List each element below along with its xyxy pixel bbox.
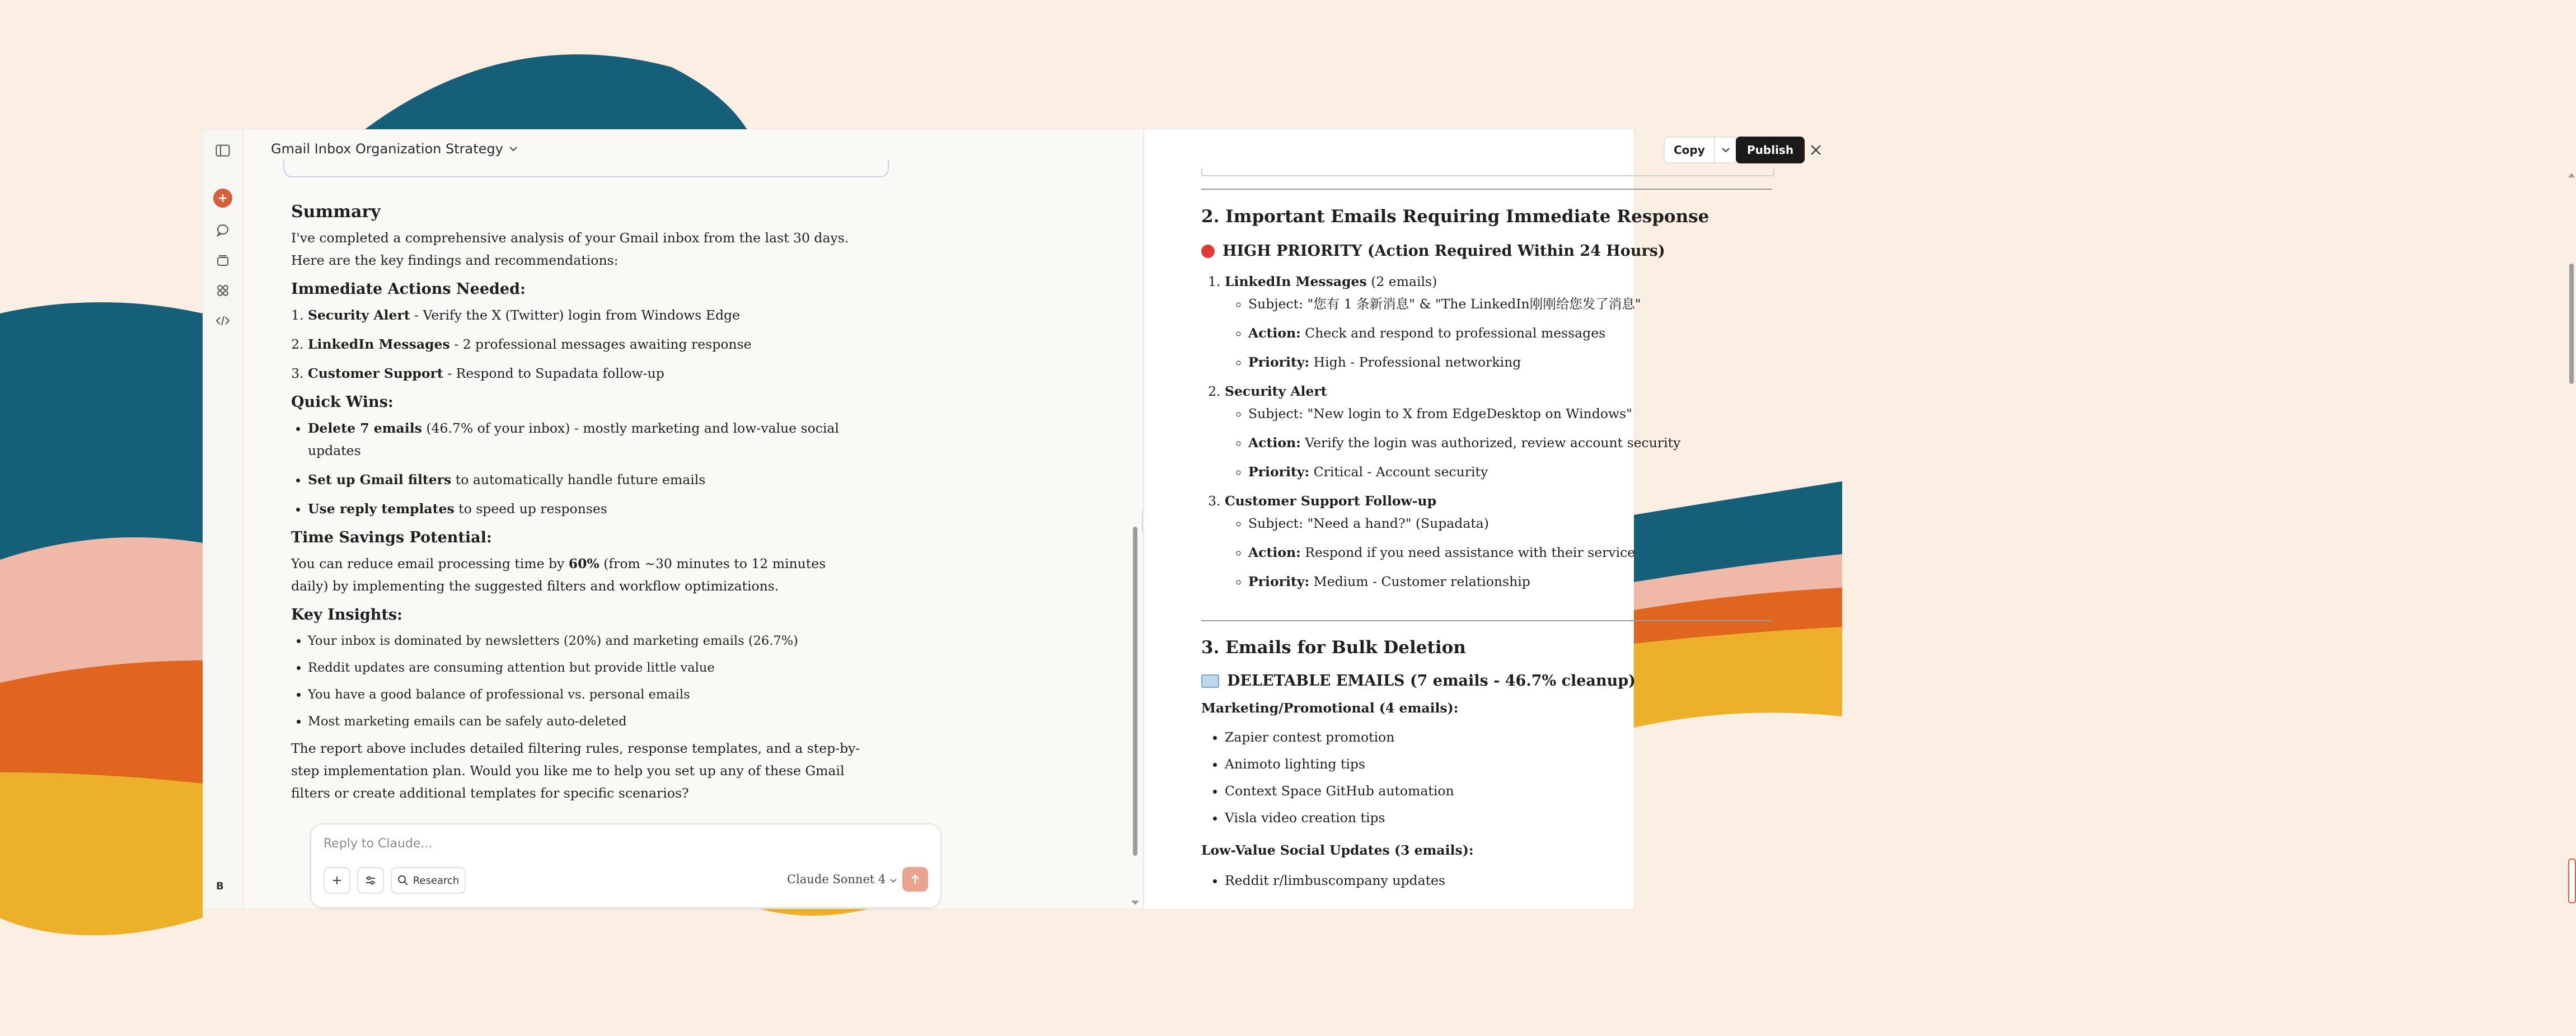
list-item: • Reddit r/limbuscompany updates [1225, 869, 1772, 892]
send-button[interactable] [902, 867, 928, 892]
list-item: 1. LinkedIn Messages (2 emails) ◦ Subject: "您有 1 条新消息" & "The LinkedIn刚刚给您发了消息" ◦ Action: Check and respond to professional messages ◦ Priority: High - Professional networking [1225, 270, 1772, 373]
list-item: • Zapier contest promotion [1225, 726, 1772, 748]
quickwins-heading: Quick Wins: [291, 393, 394, 411]
search-icon [397, 875, 409, 886]
list-item: • Most marketing emails can be safely auto-deleted [308, 710, 862, 733]
list-item: ◦ Action: Check and respond to professional messages [1248, 322, 1772, 344]
social-heading: Low-Value Social Updates (3 emails): [1201, 842, 1474, 858]
horizontal-scrollbar[interactable] [1201, 168, 1774, 176]
list-item: ◦ Priority: Critical - Account security [1248, 461, 1772, 483]
envelope-icon [1201, 674, 1219, 688]
artifact-section-3 [1201, 636, 1772, 898]
list-item: • Your inbox is dominated by newsletters (20%) and marketing emails (26.7%) [308, 630, 862, 652]
list-item: ◦ Subject: "New login to X from EdgeDesktop on Windows" [1248, 402, 1772, 425]
summary-heading: Summary [291, 202, 381, 222]
list-item: • Delete 7 emails (46.7% of your inbox) - mostly marketing and low-value social updates [308, 417, 862, 462]
chats-icon[interactable] [214, 221, 232, 239]
artifact-pane [1144, 129, 1794, 909]
code-icon[interactable] [214, 312, 232, 330]
deletable-heading: DELETABLE EMAILS (7 emails - 46.7% cleanup) [1201, 670, 1772, 692]
section2-heading: 2. Important Emails Requiring Immediate Response [1201, 207, 1709, 227]
chat-title[interactable]: Gmail Inbox Organization Strategy [271, 141, 503, 157]
chevron-down-icon [1721, 147, 1730, 153]
scroll-position-marker[interactable] [2568, 859, 2576, 903]
list-item: ◦ Subject: "您有 1 条新消息" & "The LinkedIn刚刚给您发了消息" [1248, 293, 1772, 315]
marketing-list [1201, 726, 1772, 829]
section-divider [1201, 620, 1772, 621]
list-item: • Animoto lighting tips [1225, 753, 1772, 775]
plus-icon [332, 875, 342, 885]
arrow-up-icon [910, 874, 920, 885]
time-text: You can reduce email processing time by 60% (from ~30 minutes to 12 minutes daily) by implementing the suggested filters and workflow optimizations. [291, 556, 826, 594]
sidebar-toggle-icon[interactable] [214, 142, 232, 160]
priority-list [1201, 270, 1772, 593]
model-name: Claude Sonnet 4 [787, 873, 886, 886]
red-circle-icon [1201, 245, 1215, 258]
scroll-up-arrow-icon[interactable] [2568, 173, 2575, 177]
copy-button[interactable]: Copy [1665, 138, 1715, 162]
section3-heading: 3. Emails for Bulk Deletion [1201, 637, 1466, 658]
marketing-heading: Marketing/Promotional (4 emails): [1201, 700, 1459, 716]
copy-options-button[interactable] [1715, 138, 1736, 162]
section-divider [1201, 189, 1772, 190]
list-item: • Set up Gmail filters to automatically handle future emails [308, 468, 862, 491]
artifact-section-2 [1201, 205, 1772, 599]
chevron-down-icon[interactable] [509, 146, 518, 152]
chat-pane [243, 129, 1143, 909]
time-heading: Time Savings Potential: [291, 529, 492, 546]
user-avatar[interactable]: B [216, 880, 224, 892]
list-item: • Visla video creation tips [1225, 807, 1772, 829]
assistant-message [291, 201, 862, 811]
list-item: ◦ Priority: Medium - Customer relationship [1248, 570, 1772, 593]
artifact-scrollbar[interactable] [2569, 264, 2574, 384]
artifact-toolbar [1144, 129, 1794, 168]
scroll-down-arrow-icon[interactable] [1131, 901, 1139, 905]
tools-button[interactable] [357, 867, 384, 894]
insights-list [291, 630, 862, 733]
list-item: 3. Customer Support - Respond to Supadata follow-up [308, 362, 862, 385]
list-item: ◦ Subject: "Need a hand?" (Supadata) [1248, 512, 1772, 535]
research-label: Research [413, 874, 460, 887]
plus-icon [218, 193, 228, 203]
list-item: • Reddit updates are consuming attention but provide little value [308, 657, 862, 679]
list-item: 3. Customer Support Follow-up ◦ Subject: "Need a hand?" (Supadata) ◦ Action: Respond if you need assistance with their service ◦ Priority: Medium - Customer relationship [1225, 490, 1772, 593]
list-item: • Context Space GitHub automation [1225, 780, 1772, 802]
research-button[interactable] [391, 867, 466, 894]
immediate-heading: Immediate Actions Needed: [291, 280, 526, 298]
list-item: 1. Security Alert - Verify the X (Twitter) login from Windows Edge [308, 304, 862, 326]
app-window [203, 129, 1794, 909]
insights-heading: Key Insights: [291, 606, 403, 624]
new-chat-button[interactable] [213, 189, 232, 208]
projects-icon[interactable] [214, 251, 232, 269]
artifacts-icon[interactable] [214, 282, 232, 299]
publish-button[interactable]: Publish [1736, 137, 1805, 163]
list-item: ◦ Action: Respond if you need assistance with their service [1248, 541, 1772, 564]
artifact-preview-card[interactable] [283, 160, 889, 177]
closing-text: The report above includes detailed filtering rules, response templates, and a step-by-step implementation plan. Would you like me to help you set up any of these Gmail filters or create additional templates for specific scenarios? [291, 740, 860, 801]
model-selector[interactable] [787, 873, 897, 886]
add-attachment-button[interactable] [324, 867, 350, 894]
list-item: 2. LinkedIn Messages - 2 professional messages awaiting response [308, 333, 862, 355]
quickwins-list [291, 417, 862, 520]
list-item: ◦ Action: Verify the login was authorized, review account security [1248, 432, 1772, 454]
chat-scrollbar[interactable] [1133, 527, 1137, 856]
list-item: 2. Security Alert ◦ Subject: "New login to X from EdgeDesktop on Windows" ◦ Action: Verify the login was authorized, review account security ◦ Priority: Critical - Account security [1225, 380, 1772, 483]
immediate-list [291, 304, 862, 385]
sliders-icon [365, 875, 376, 885]
social-list [1201, 869, 1772, 892]
priority-heading: HIGH PRIORITY (Action Required Within 24 Hours) [1201, 240, 1772, 262]
sidebar-rail [203, 129, 244, 909]
list-item: • You have a good balance of professional vs. personal emails [308, 683, 862, 706]
reply-input[interactable]: Reply to Claude... [324, 837, 433, 851]
list-item: ◦ Priority: High - Professional networking [1248, 351, 1772, 373]
copy-button-group [1664, 137, 1737, 163]
message-composer[interactable] [310, 823, 942, 908]
chevron-down-icon [889, 878, 897, 883]
close-icon[interactable] [1807, 142, 1824, 158]
summary-text: I've completed a comprehensive analysis of your Gmail inbox from the last 30 days. Here are the key findings and recommendations: [291, 230, 849, 268]
list-item: • Use reply templates to speed up responses [308, 498, 862, 520]
